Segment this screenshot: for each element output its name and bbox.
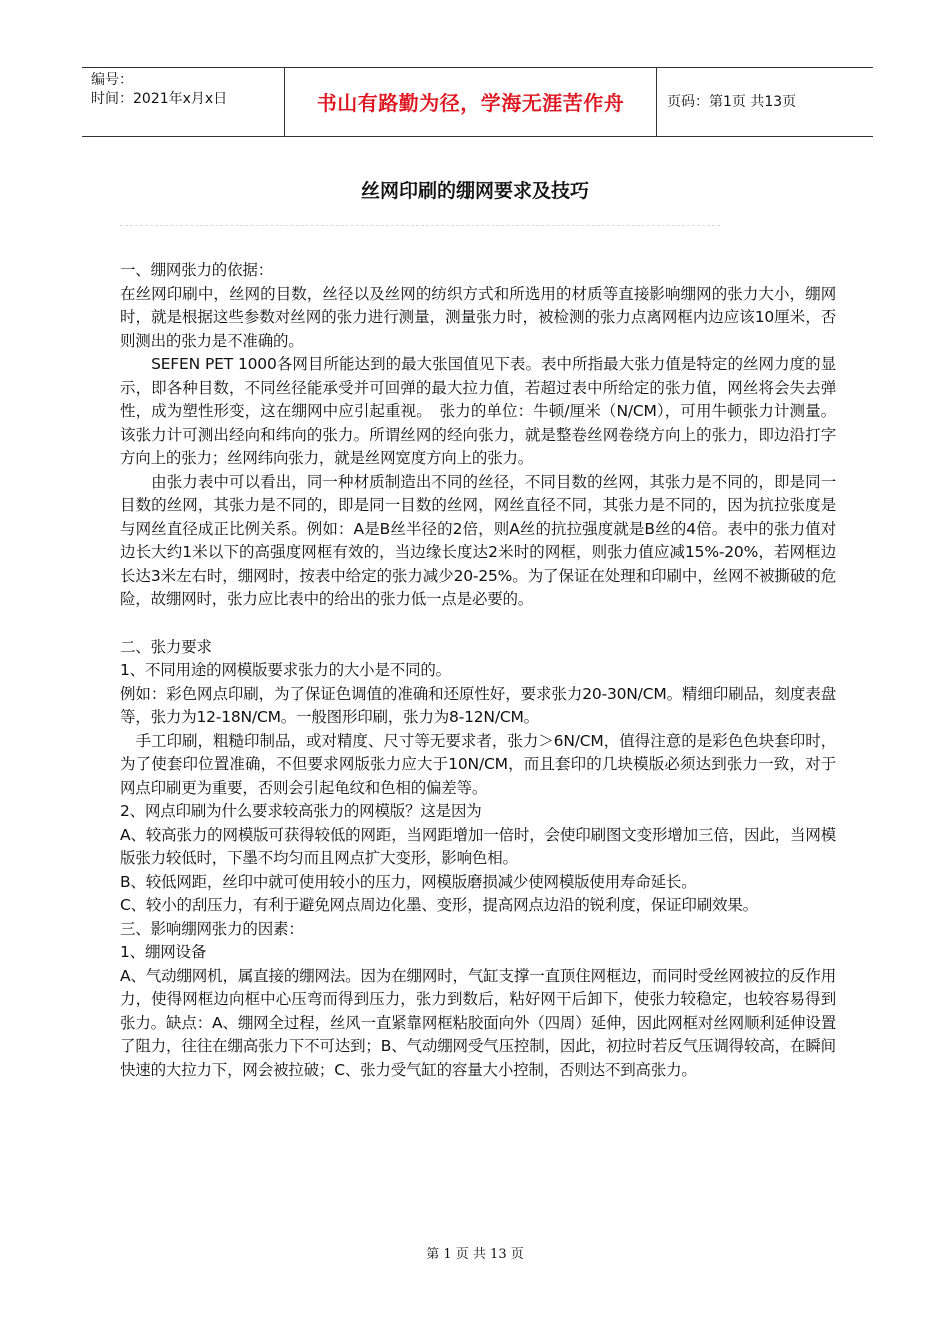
paragraph: 例如：彩色网点印刷，为了保证色调值的准确和还原性好，要求张力20-30N/CM。精细印刷品，刻度表盘等，张力为12-18N/CM。一般图形印刷，张力为8-12N/CM。 [120, 684, 836, 726]
header-center-cell [285, 68, 657, 136]
document-time-label: 时间：2021年x月x日 [91, 91, 228, 107]
paragraph: C、较小的刮压力，有利于避免网点周边化墨、变形，提高网点边沿的锐利度，保证印刷效果。 [120, 896, 758, 914]
title-divider [120, 225, 720, 226]
header-page-info: 页码：第1页 共13页 [667, 94, 797, 110]
paragraph: 1、绷网设备 [120, 943, 207, 961]
page-footer: 第 1 页 共 13 页 [426, 1247, 524, 1262]
header-left-cell [82, 68, 285, 136]
paragraph: 由张力表中可以看出，同一种材质制造出不同的丝径，不同目数的丝网，其张力是不同的，即是同一目数的丝网，其张力是不同的，即是同一目数的丝网，网丝直径不同，其张力是不同的，因为抗拉张度是与网丝直径成正比例关系。例如：A是B丝半径的2倍，则A丝的抗拉强度就是B丝的4倍。表中的张力值对边长大约1米以下的高强度网框有效的，当边缘长度达2米时的网框，则张力值应减15%-20%，若网框边长达3米左右时，绷网时，按表中给定的张力减少20-25%。为了保证在处理和印刷中，丝网不被撕破的危险，故绷网时，张力应比表中的给出的张力低一点是必要的。 [120, 472, 836, 608]
section-heading: 一、绷网张力的依据： [120, 261, 274, 279]
header-right-cell [657, 68, 873, 136]
paragraph: 手工印刷，粗糙印制品，或对精度、尺寸等无要求者，张力＞6N/CM，值得注意的是彩色色块套印时，为了使套印位置准确，不但要求网版张力应大于10N/CM，而且套印的几块模版必须达到张力一致，对于网点印刷更为重要，否则会引起龟纹和色相的偏差等。 [120, 731, 836, 797]
document-number-label: 编号： [91, 72, 133, 88]
paragraph: SEFEN PET 1000各网目所能达到的最大张国值见下表。表中所指最大张力值是特定的丝网力度的显示，即各种目数，不同丝径能承受并可回弹的最大拉力值，若超过表中所给定的张力值，网丝将会失去弹性，成为塑性形变，这在绷网中应引起重视。 张力的单位：牛顿/厘米（N/CM），可用牛顿张力计测量。该张力计可测出经向和纬向的张力。所谓丝网的经向张力，就是整卷丝网卷绕方向上的张力，即边沿打字方向上的张力；丝网纬向张力，就是丝网宽度方向上的张力。 [120, 355, 836, 467]
document-body [120, 259, 836, 1082]
section-heading: 二、张力要求 [120, 637, 212, 656]
paragraph: B、较低网距，丝印中就可使用较小的压力，网模版磨损减少使网模版使用寿命延长。 [120, 872, 697, 891]
header-table [82, 67, 873, 137]
section-heading: 三、影响绷网张力的因素： [120, 919, 304, 938]
paragraph: A、气动绷网机，属直接的绷网法。因为在绷网时，气缸支撑一直顶住网框边，而同时受丝网被拉的反作用力，使得网框边向框中心压弯而得到压力，张力到数后，粘好网干后卸下，使张力较稳定，也较容易得到张力。缺点：A、绷网全过程，丝风一直紧靠网框粘胶面向外（四周）延伸，因此网框对丝网顺利延伸设置了阻力，往往在绷高张力下不可达到；B、气动绷网受气压控制，因此，初拉时若反气压调得较高，在瞬间快速的大拉力下，网会被拉破；C、张力受气缸的容量大小控制，否则达不到高张力。 [120, 966, 836, 1079]
paragraph: 1、不同用途的网模版要求张力的大小是不同的。 [120, 661, 451, 679]
paragraph: 2、网点印刷为什么要求较高张力的网模版？这是因为 [120, 802, 482, 820]
blank-line [120, 612, 836, 636]
header-motto: 书山有路勤为径，学海无涯苦作舟 [316, 91, 625, 115]
paragraph: A、较高张力的网模版可获得较低的网距，当网距增加一倍时，会使印刷图文变形增加三倍，因此，当网模版张力较低时，下墨不均匀而且网点扩大变形，影响色相。 [120, 825, 836, 867]
paragraph: 在丝网印刷中，丝网的目数，丝径以及丝网的纺织方式和所选用的材质等直接影响绷网的张力大小，绷网时，就是根据这些参数对丝网的张力进行测量，测量张力时，被检测的张力点离网框内边应该10厘米，否则测出的张力是不准确的。 [120, 284, 836, 350]
document-title: 丝网印刷的绷网要求及技巧 [360, 180, 589, 202]
